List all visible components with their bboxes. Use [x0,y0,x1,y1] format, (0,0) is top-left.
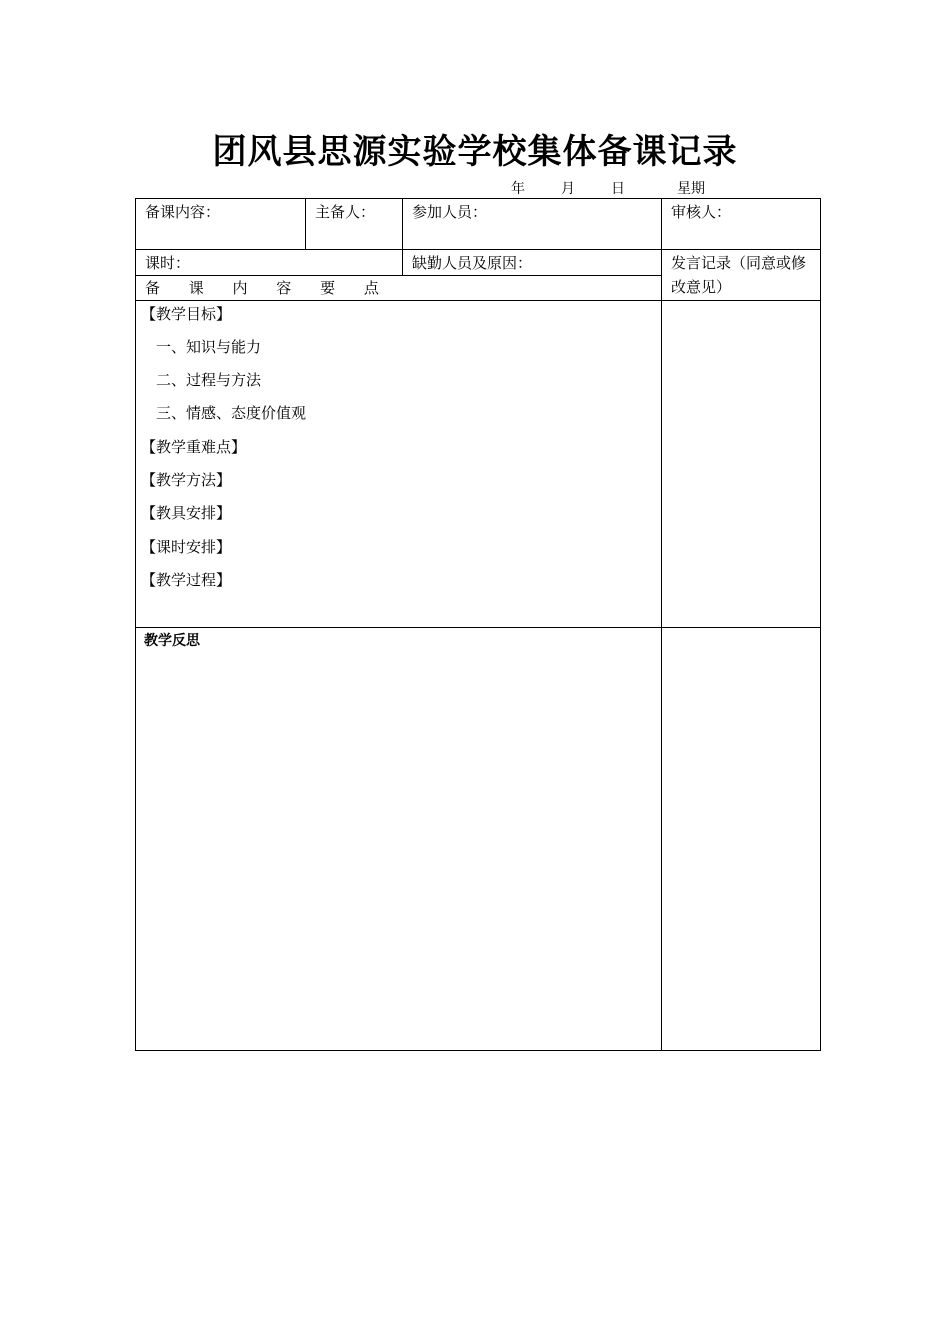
page-title: 团风县思源实验学校集体备课记录 [212,132,738,172]
section-teaching-process: 【教学过程】 [141,571,232,589]
date-year: 年 [511,181,525,197]
section-period-arrangement: 【课时安排】 [141,538,232,556]
row-divider [135,627,821,628]
absent-label: 缺勤人员及原因： [412,254,533,272]
section-key-difficulties: 【教学重难点】 [141,438,247,456]
col-divider [661,198,662,1051]
col-divider [305,198,306,250]
section-teaching-aids: 【教具安排】 [141,504,232,522]
table-border-bottom [135,1050,821,1051]
table-border-top [135,198,821,199]
participants-label: 参加人员： [412,203,488,221]
section-knowledge-ability: 一、知识与能力 [156,338,262,356]
period-label: 课时： [145,254,191,272]
date-weekday: 星期 [677,181,705,197]
section-process-method: 二、过程与方法 [156,371,262,389]
section-teaching-goals: 【教学目标】 [141,305,232,323]
content-label: 备课内容： [145,203,221,221]
row-divider [135,300,821,301]
lead-preparer-label: 主备人： [315,203,376,221]
table-border-left [135,198,136,1051]
date-day: 日 [611,181,625,197]
reflection-label: 教学反思 [144,633,200,649]
section-teaching-methods: 【教学方法】 [141,471,232,489]
section-attitude-values: 三、情感、态度价值观 [156,404,307,422]
key-points-label: 备 课 内 容 要 点 [145,279,391,297]
date-month: 月 [561,181,575,197]
reviewer-label: 审核人： [671,203,732,221]
table-border-right [820,198,821,1051]
row-divider [135,275,662,276]
remarks-label: 发言记录（同意或修改意见） [671,254,807,296]
row-divider [135,249,821,250]
col-divider [402,198,403,276]
